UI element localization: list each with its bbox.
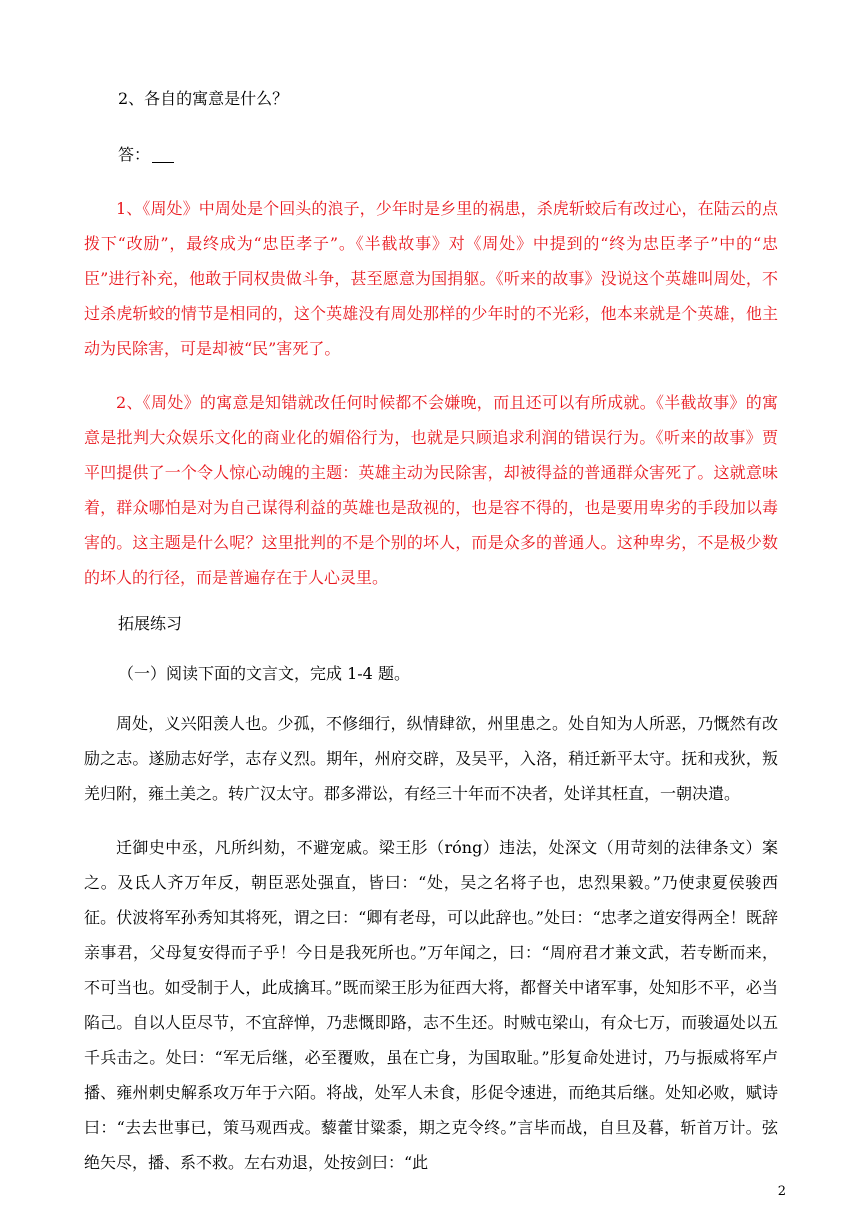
page-number: 2 [777, 1184, 786, 1199]
section-title: 拓展练习 [118, 614, 183, 633]
answer-blank [152, 146, 174, 163]
passage-paragraph-2: 迁御史中丞，凡所纠劾，不避宠戚。梁王肜（róng）违法，处深文（用苛刻的法律条文）案之。及氐人齐万年反，朝臣恶处强直，皆曰：“处，吴之名将子也，忠烈果毅。”乃使隶夏侯骏西征。伏波将军孙秀知其将死，谓之曰：“卿有老母，可以此辞也。”处曰：“忠孝之道安得两全！既辞亲事君，父母复安得而子乎！今日是我死所也。”万年闻之，曰：“周府君才兼文武，若专断而来，不可当也。如受制于人，此成擒耳。”既而梁王肜为征西大将，都督关中诸军事，处知肜不平，必当陷己。自以人臣尽节，不宜辞惮，乃悲慨即路，志不生还。时贼屯梁山，有众七万，而骏逼处以五千兵击之。处曰：“军无后继，必至覆败，虽在亡身，为国取耻。”肜复命处进讨，乃与振威将军卢播、雍州刺史解系攻万年于六陌。将战，处军人未食，肜促令速进，而绝其后继。处知必败，赋诗曰：“去去世事已，策马观西戎。藜藿甘粱黍，期之克令终。”言毕而战，自旦及暮，斩首万计。弦绝矢尽，播、系不救。左右劝退，处按剑曰：“此 [84, 838, 778, 1172]
answer-paragraph-2: 2、《周处》的寓意是知错就改任何时候都不会嫌晚，而且还可以有所成就。《半截故事》的寓意是批判大众娱乐文化的商业化的媚俗行为，也就是只顾追求利润的错误行为。《听来的故事》贾平凹提供了一个令人惊心动魄的主题：英雄主动为民除害，却被得益的普通群众害死了。这就意味着，群众哪怕是对为自己谋得利益的英雄也是敌视的，也是容不得的，也是要用卑劣的手段加以毒害的。这主题是什么呢？这里批判的不是个别的坏人，而是众多的普通人。这种卑劣，不是极少数的坏人的行径，而是普遍存在于人心灵里。 [84, 393, 778, 587]
question-2: 2、各自的寓意是什么？ [118, 89, 289, 108]
answer-label: 答： [118, 145, 151, 164]
answer-paragraph-1: 1、《周处》中周处是个回头的浪子，少年时是乡里的祸患，杀虎斩蛟后有改过心，在陆云的点拨下“改励”，最终成为“忠臣孝子”。《半截故事》对《周处》中提到的“终为忠臣孝子”中的“忠臣”进行补充，他敢于同权贵做斗争，甚至愿意为国捐躯。《听来的故事》没说这个英雄叫周处，不过杀虎斩蛟的情节是相同的，这个英雄没有周处那样的少年时的不光彩，他本来就是个英雄，他主动为民除害，可是却被“民”害死了。 [84, 199, 778, 358]
exercise-intro: （一）阅读下面的文言文，完成 1-4 题。 [118, 664, 410, 683]
answer-line [118, 145, 174, 165]
passage-paragraph-1: 周处，义兴阳羡人也。少孤，不修细行，纵情肆欲，州里患之。处自知为人所恶，乃慨然有改励之志。遂励志好学，志存义烈。期年，州府交辟，及吴平，入洛，稍迁新平太守。抚和戎狄，叛羌归附，雍土美之。转广汉太守。郡多滞讼，有经三十年而不决者，处详其枉直，一朝决遣。 [84, 714, 778, 803]
